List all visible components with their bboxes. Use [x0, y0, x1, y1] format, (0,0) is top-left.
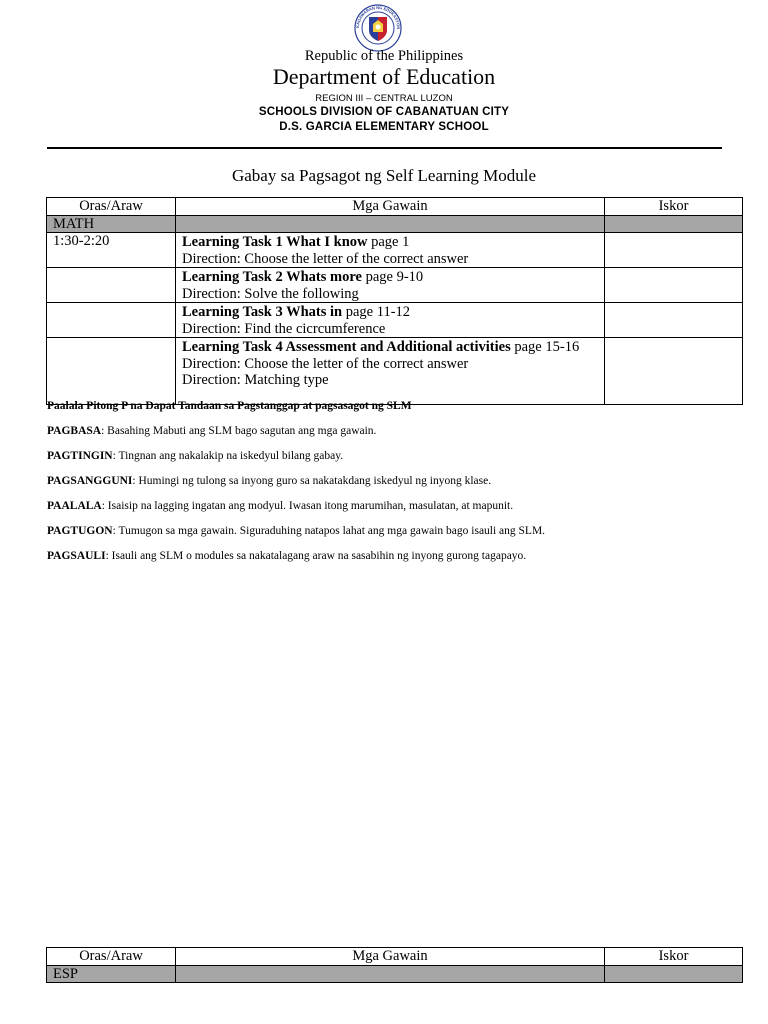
subject-empty-cell — [605, 215, 743, 233]
reminder-term: PAALALA — [47, 500, 102, 512]
table-row — [47, 303, 743, 338]
schedule-table-math — [46, 197, 743, 405]
reminder-item — [47, 425, 376, 437]
reminder-term: PAGTINGIN — [47, 450, 113, 462]
header-oras-araw: Oras/Araw — [47, 948, 176, 966]
seal-text: KAGAWARAN NG EDUKASYON — [354, 4, 402, 30]
reminder-term: PAGTUGON — [47, 525, 113, 537]
reminder-item — [47, 500, 513, 512]
subject-label: MATH — [47, 215, 176, 233]
schedule-table-esp — [46, 947, 743, 983]
header-mga-gawain: Mga Gawain — [176, 198, 605, 216]
reminder-item — [47, 450, 343, 462]
subject-row — [47, 215, 743, 233]
task-name: Learning Task 4 Assessment and Additional activities — [182, 339, 511, 355]
reminder-text: : Humingi ng tulong sa inyong guro sa nakatakdang iskedyul ng inyong klase. — [132, 475, 492, 487]
time-cell — [47, 303, 176, 338]
reminder-term: PAGSAULI — [47, 550, 106, 562]
subject-empty-cell — [605, 965, 743, 983]
header-iskor: Iskor — [605, 948, 743, 966]
task-page: page 11-12 — [342, 304, 411, 320]
reminder-item — [47, 550, 526, 562]
reminder-text: : Isauli ang SLM o modules sa nakatalagang araw na sasabihin ng inyong gurong tagapayo. — [105, 550, 527, 562]
time-cell — [47, 338, 176, 405]
task-name: Learning Task 3 Whats in — [182, 304, 343, 320]
task-page: page 15-16 — [510, 339, 580, 355]
region-label: REGION III – CENTRAL LUZON — [315, 93, 453, 104]
task-direction: Direction: Matching type — [182, 372, 329, 388]
header-iskor: Iskor — [605, 198, 743, 216]
time-cell: 1:30-2:20 — [47, 233, 176, 268]
school-label: D.S. GARCIA ELEMENTARY SCHOOL — [279, 121, 489, 133]
reminder-item — [47, 525, 545, 537]
reminder-text: : Isaisip na lagging ingatan ang modyul. Iwasan itong marumihan, masulatan, at mapunit. — [101, 500, 514, 512]
score-cell — [605, 268, 743, 303]
subject-row — [47, 965, 743, 983]
task-name: Learning Task 2 Whats more — [182, 269, 362, 285]
subject-empty-cell — [176, 215, 605, 233]
table-row — [47, 268, 743, 303]
reminder-term: PAGBASA — [47, 425, 102, 437]
task-cell — [176, 233, 605, 268]
reminder-term: PAGSANGGUNI — [47, 475, 133, 487]
subject-label: ESP — [47, 965, 176, 983]
header-mga-gawain: Mga Gawain — [176, 948, 605, 966]
subject-empty-cell — [176, 965, 605, 983]
task-page: page 1 — [367, 234, 410, 250]
table-row — [47, 338, 743, 405]
task-direction: Direction: Choose the letter of the correct answer — [182, 355, 469, 372]
task-page: page 9-10 — [361, 269, 424, 285]
reminders-heading: Paalala Pitong P na Dapat Tandaan sa Pagstanggap at pagsasagot ng SLM — [47, 400, 412, 412]
reminder-text: : Tingnan ang nakalakip na iskedyul bilang gabay. — [112, 450, 344, 462]
task-direction: Direction: Find the cicrcumference — [182, 320, 386, 337]
score-cell — [605, 303, 743, 338]
task-cell — [176, 303, 605, 338]
page-title: Gabay sa Pagsagot ng Self Learning Module — [231, 166, 537, 185]
task-direction: Direction: Choose the letter of the correct answer — [182, 250, 469, 267]
task-cell — [176, 338, 605, 405]
header-oras-araw: Oras/Araw — [47, 198, 176, 216]
republic-label: Republic of the Philippines — [304, 48, 464, 64]
department-title: Department of Education — [272, 64, 496, 89]
table-header-row — [47, 198, 743, 216]
task-name: Learning Task 1 What I know — [182, 234, 368, 250]
score-cell — [605, 338, 743, 405]
division-label: SCHOOLS DIVISION OF CABANATUAN CITY — [258, 106, 510, 118]
header-divider — [47, 147, 722, 149]
reminder-text: : Basahing Mabuti ang SLM bago sagutan ang mga gawain. — [101, 425, 377, 437]
table-row — [47, 233, 743, 268]
score-cell — [605, 233, 743, 268]
reminder-item — [47, 475, 491, 487]
deped-seal-icon — [351, 4, 405, 52]
time-cell — [47, 268, 176, 303]
table-header-row — [47, 948, 743, 966]
reminder-text: : Tumugon sa mga gawain. Siguraduhing natapos lahat ang mga gawain bago isauli ang SLM. — [112, 525, 546, 537]
task-cell — [176, 268, 605, 303]
task-direction: Direction: Solve the following — [182, 285, 359, 302]
